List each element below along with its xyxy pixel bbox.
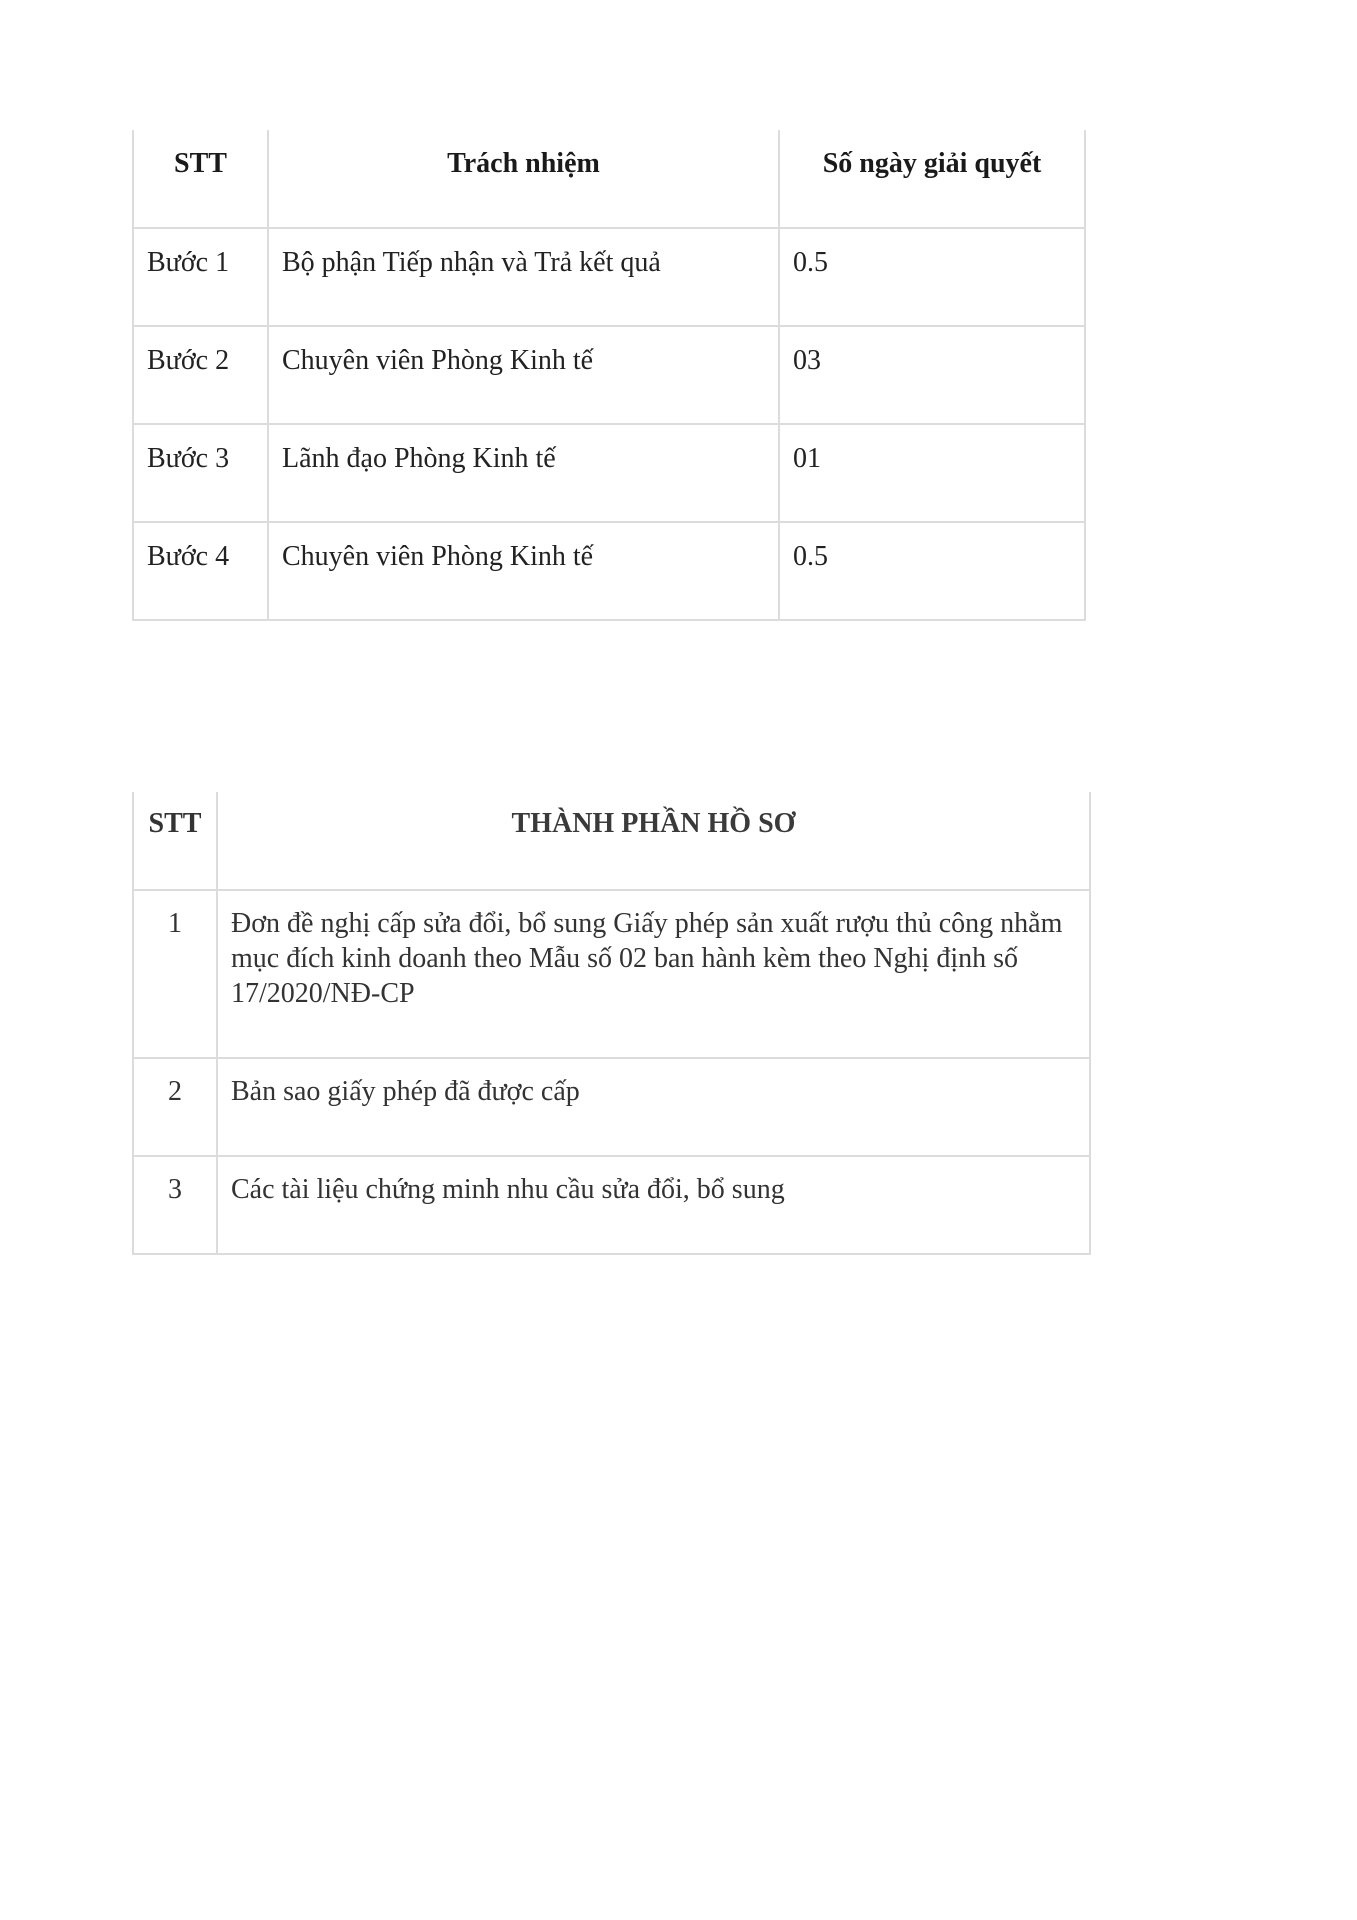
header-cell-stt: STT bbox=[133, 792, 217, 890]
step-cell: Bước 2 bbox=[133, 326, 268, 424]
dossier-components-table bbox=[132, 792, 1091, 1255]
responsibility-cell: Chuyên viên Phòng Kinh tế bbox=[268, 326, 779, 424]
dossier-item-cell: Bản sao giấy phép đã được cấp bbox=[217, 1058, 1090, 1156]
header-cell-dossier: THÀNH PHẦN HỒ SƠ bbox=[217, 792, 1090, 890]
header-cell-days: Số ngày giải quyết bbox=[779, 130, 1085, 228]
responsibility-cell: Chuyên viên Phòng Kinh tế bbox=[268, 522, 779, 620]
number-cell: 1 bbox=[133, 890, 217, 1058]
days-cell: 0.5 bbox=[779, 228, 1085, 326]
table-row bbox=[133, 1156, 1090, 1254]
step-cell: Bước 3 bbox=[133, 424, 268, 522]
days-cell: 01 bbox=[779, 424, 1085, 522]
table-row bbox=[133, 1058, 1090, 1156]
days-cell: 0.5 bbox=[779, 522, 1085, 620]
table-row bbox=[133, 228, 1085, 326]
table-row bbox=[133, 522, 1085, 620]
table-row bbox=[133, 424, 1085, 522]
table-row bbox=[133, 890, 1090, 1058]
step-cell: Bước 1 bbox=[133, 228, 268, 326]
table-header-row bbox=[133, 130, 1085, 228]
days-cell: 03 bbox=[779, 326, 1085, 424]
processing-steps-table bbox=[132, 130, 1086, 621]
header-cell-stt: STT bbox=[133, 130, 268, 228]
responsibility-cell: Lãnh đạo Phòng Kinh tế bbox=[268, 424, 779, 522]
number-cell: 3 bbox=[133, 1156, 217, 1254]
responsibility-cell: Bộ phận Tiếp nhận và Trả kết quả bbox=[268, 228, 779, 326]
table-header-row bbox=[133, 792, 1090, 890]
number-cell: 2 bbox=[133, 1058, 217, 1156]
table-row bbox=[133, 326, 1085, 424]
header-cell-responsibility: Trách nhiệm bbox=[268, 130, 779, 228]
dossier-item-cell: Đơn đề nghị cấp sửa đổi, bổ sung Giấy phép sản xuất rượu thủ công nhằm mục đích kinh doanh theo Mẫu số 02 ban hành kèm theo Nghị định số 17/2020/NĐ-CP bbox=[217, 890, 1090, 1058]
dossier-item-cell: Các tài liệu chứng minh nhu cầu sửa đổi, bổ sung bbox=[217, 1156, 1090, 1254]
step-cell: Bước 4 bbox=[133, 522, 268, 620]
